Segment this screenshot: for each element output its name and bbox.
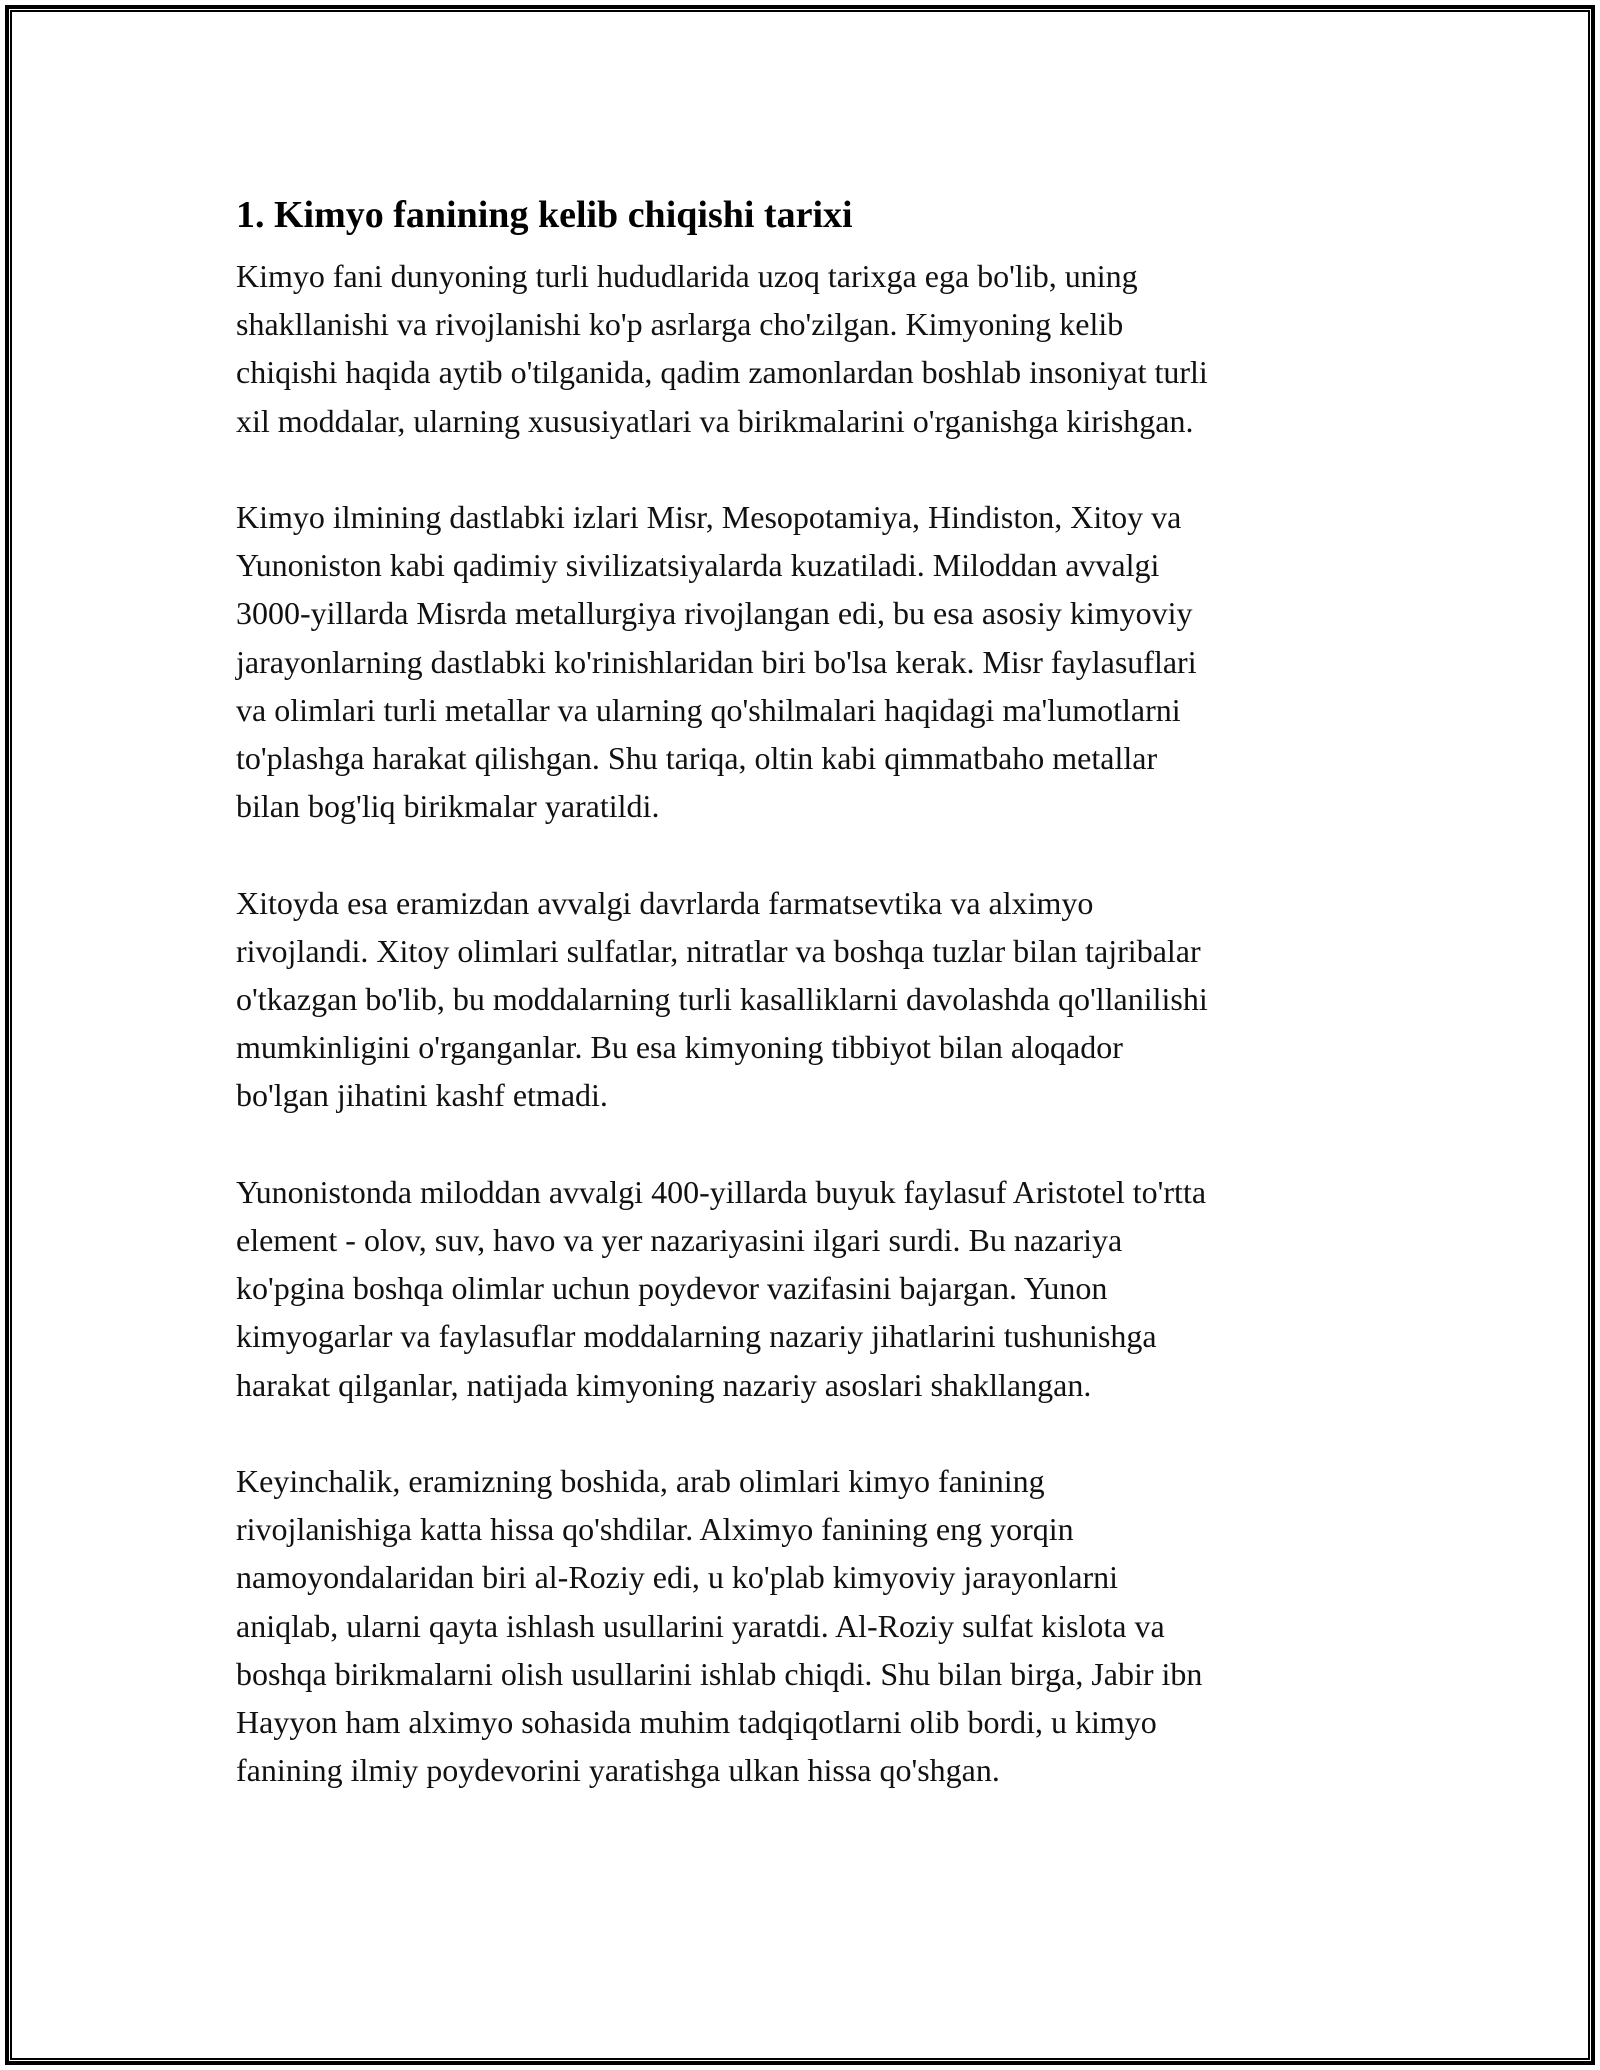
text-line: element - olov, suv, havo va yer nazariyasini ilgari surdi. Bu nazariya <box>236 1222 1123 1259</box>
text-line: chiqishi haqida aytib o'tilganida, qadim zamonlardan boshlab insoniyat turli <box>236 354 1208 391</box>
text-line: aniqlab, ularni qayta ishlash usullarini yaratdi. Al-Roziy sulfat kislota va <box>236 1607 1165 1644</box>
paragraph-5 <box>236 1457 1366 1794</box>
paragraph-3 <box>236 879 1366 1120</box>
paragraph-2 <box>236 493 1366 830</box>
text-line: Kimyo ilmining dastlabki izlari Misr, Mesopotamiya, Hindiston, Xitoy va <box>236 499 1182 535</box>
text-line: Hayyon ham alximyo sohasida muhim tadqiqotlarni olib bordi, u kimyo <box>236 1704 1157 1741</box>
text-line: Kimyo fani dunyoning turli hududlarida uzoq tarixga ega bo'lib, uning <box>236 258 1138 294</box>
text-line: harakat qilganlar, natijada kimyoning nazariy asoslari shakllangan. <box>236 1366 1092 1403</box>
text-line: o'tkazgan bo'lib, bu moddalarning turli kasalliklarni davolashda qo'llanilishi <box>236 981 1208 1018</box>
text-line: kimyogarlar va faylasuflar moddalarning nazariy jihatlarini tushunishga <box>236 1318 1157 1355</box>
text-line: jarayonlarning dastlabki ko'rinishlaridan biri bo'lsa kerak. Misr faylasuflari <box>236 643 1197 680</box>
paragraph-4 <box>236 1168 1366 1409</box>
text-line: namoyondalaridan biri al-Roziy edi, u ko'plab kimyoviy jarayonlarni <box>236 1559 1118 1596</box>
text-line: bo'lgan jihatini kashf etmadi. <box>236 1077 608 1114</box>
text-line: mumkinligini o'rganganlar. Bu esa kimyoning tibbiyot bilan aloqador <box>236 1029 1123 1066</box>
text-line: Yunonistonda miloddan avvalgi 400-yillarda buyuk faylasuf Aristotel to'rtta <box>236 1173 1207 1210</box>
text-line: fanining ilmiy poydevorini yaratishga ulkan hissa qo'shgan. <box>236 1752 1000 1789</box>
text-line: rivojlanishiga katta hissa qo'shdilar. Alximyo fanining eng yorqin <box>236 1511 1074 1548</box>
text-line: shakllanishi va rivojlanishi ko'p asrlarga cho'zilgan. Kimyoning kelib <box>236 306 1124 343</box>
text-line: boshqa birikmalarni olish usullarini ishlab chiqdi. Shu bilan birga, Jabir ibn <box>236 1655 1203 1692</box>
document-page <box>236 185 1366 1843</box>
section-heading: 1. Kimyo fanining kelib chiqishi tarixi <box>236 194 853 236</box>
text-line: Keyinchalik, eramizning boshida, arab olimlari kimyo fanining <box>236 1463 1045 1500</box>
text-line: Yunoniston kabi qadimiy sivilizatsiyalarda kuzatiladi. Miloddan avvalgi <box>236 547 1160 584</box>
text-line: 3000-yillarda Misrda metallurgiya rivojlangan edi, bu esa asosiy kimyoviy <box>236 595 1193 632</box>
text-line: Xitoyda esa eramizdan avvalgi davrlarda farmatsevtika va alximyo <box>236 884 1094 921</box>
text-line: to'plashga harakat qilishgan. Shu tariqa, oltin kabi qimmatbaho metallar <box>236 740 1158 777</box>
paragraph-1 <box>236 252 1366 445</box>
text-line: rivojlandi. Xitoy olimlari sulfatlar, nitratlar va boshqa tuzlar bilan tajribalar <box>236 932 1201 969</box>
text-line: bilan bog'liq birikmalar yaratildi. <box>236 788 660 825</box>
text-line: va olimlari turli metallar va ularning qo'shilmalari haqidagi ma'lumotlarni <box>236 691 1181 728</box>
text-line: xil moddalar, ularning xususiyatlari va birikmalarini o'rganishga kirishgan. <box>236 402 1194 439</box>
text-line: ko'pgina boshqa olimlar uchun poydevor vazifasini bajargan. Yunon <box>236 1270 1108 1307</box>
